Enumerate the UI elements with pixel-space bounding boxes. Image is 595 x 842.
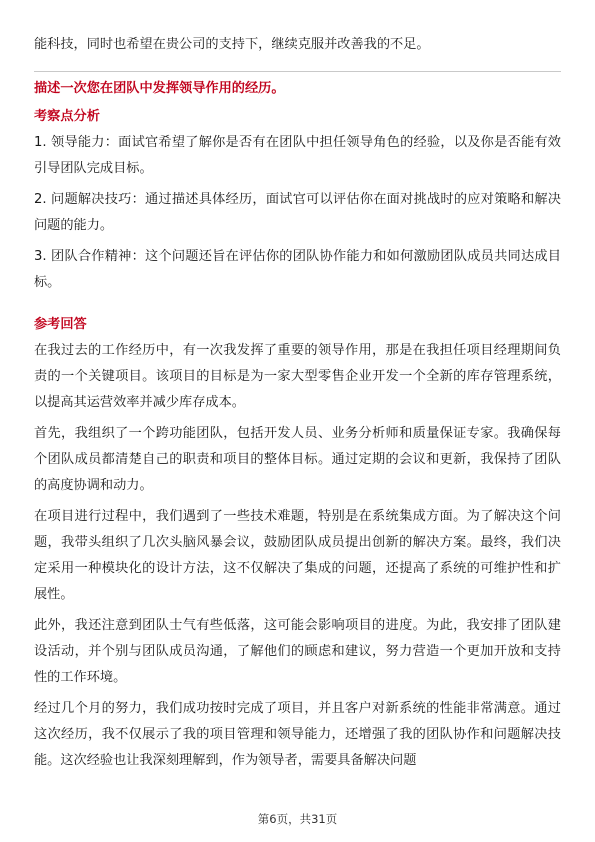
question-title: 描述一次您在团队中发挥领导作用的经历。 bbox=[34, 81, 285, 96]
analysis-section bbox=[34, 104, 561, 301]
answer-paragraph: 此外，我还注意到团队士气有些低落，这可能会影响项目的进度。为此，我安排了团队建设活动，并个别与团队成员沟通，了解他们的顾虑和建议，努力营造一个更加开放和支持性的工作环境。 bbox=[34, 618, 561, 685]
answer-paragraph: 首先，我组织了一个跨功能团队，包括开发人员、业务分析师和质量保证专家。我确保每个团队成员都清楚自己的职责和项目的整体目标。通过定期的会议和更新，我保持了团队的高度协调和动力。 bbox=[34, 426, 561, 493]
page-number: 第6页，共31页 bbox=[257, 812, 338, 826]
answer-paragraph: 在我过去的工作经历中，有一次我发挥了重要的领导作用，那是在我担任项目经理期间负责的一个关键项目。该项目的目标是为一家大型零售企业开发一个全新的库存管理系统，以提高其运营效率并减少库存成本。 bbox=[34, 343, 561, 410]
answer-heading: 参考回答 bbox=[34, 317, 87, 332]
analysis-item: 2. 问题解决技巧：通过描述具体经历，面试官可以评估你在面对挑战时的应对策略和解决问题的能力。 bbox=[34, 192, 561, 233]
section-divider bbox=[34, 71, 561, 72]
analysis-heading: 考察点分析 bbox=[34, 109, 100, 124]
answer-section bbox=[34, 312, 561, 779]
analysis-item: 3. 团队合作精神：这个问题还旨在评估你的团队协作能力和如何激励团队成员共同达成目标。 bbox=[34, 249, 561, 290]
answer-paragraph: 经过几个月的努力，我们成功按时完成了项目，并且客户对新系统的性能非常满意。通过这次经历，我不仅展示了我的项目管理和领导能力，还增强了我的团队协作和问题解决技能。这次经验也让我深刻理解到，作为领导者，需要具备解决问题 bbox=[34, 701, 561, 768]
answer-paragraph: 在项目进行过程中，我们遇到了一些技术难题，特别是在系统集成方面。为了解决这个问题，我带头组织了几次头脑风暴会议，鼓励团队成员提出创新的解决方案。最终，我们决定采用一种模块化的设计方法，这不仅解决了集成的问题，还提高了系统的可维护性和扩展性。 bbox=[34, 509, 561, 602]
analysis-item: 1. 领导能力：面试官希望了解你是否有在团队中担任领导角色的经验，以及你是否能有效引导团队完成目标。 bbox=[34, 135, 561, 176]
continuation-text: 能科技，同时也希望在贵公司的支持下，继续克服并改善我的不足。 bbox=[34, 37, 430, 52]
